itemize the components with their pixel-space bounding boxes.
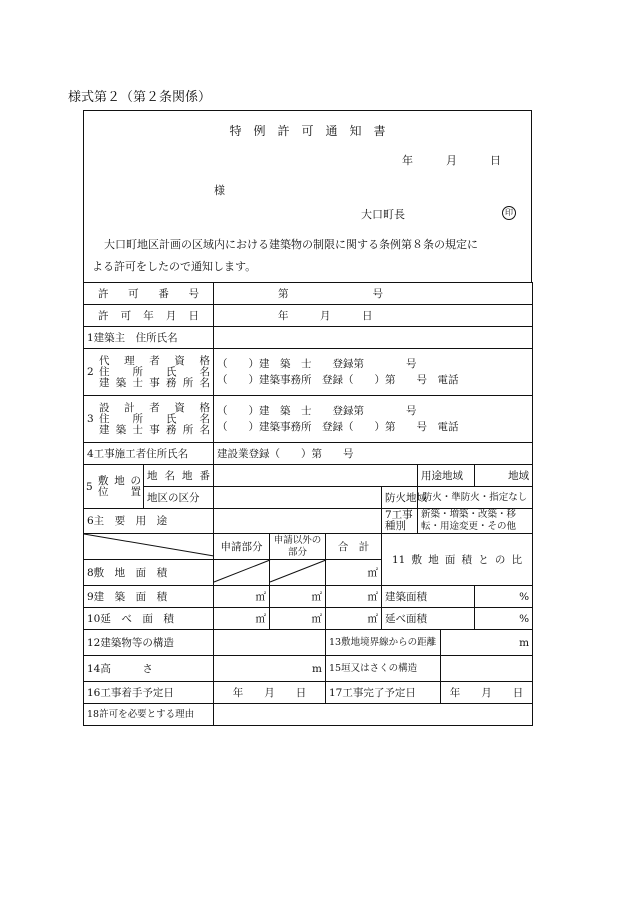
applied-part-header: 申請部分	[214, 534, 270, 560]
fence-label: 15垣又はさくの構造	[326, 656, 441, 682]
row-height	[84, 656, 533, 682]
site-area-label: 8敷 地 面 積	[84, 560, 214, 586]
permit-date-field[interactable]: 年 月 日	[214, 305, 533, 327]
total-header: 合 計	[326, 534, 382, 560]
main-use-field[interactable]	[214, 509, 382, 534]
permit-number-field[interactable]: 第 号	[214, 283, 533, 305]
notice-title: 特 例 許 可 通 知 書	[229, 124, 386, 138]
start-date-field[interactable]: 年 月 日	[214, 682, 326, 704]
floor-area-applied-unit[interactable]: ㎡	[214, 608, 270, 630]
lot-label: 地名地番	[144, 465, 214, 487]
start-date-label: 16工事着手予定日	[84, 682, 214, 704]
setback-field[interactable]: m	[441, 630, 533, 656]
row-owner	[84, 327, 533, 349]
contractor-label: 4工事施工者住所氏名	[84, 443, 214, 465]
end-date-field[interactable]: 年 月 日	[441, 682, 533, 704]
work-type-label: 7工事種別	[382, 509, 418, 534]
row-agent	[84, 349, 533, 396]
building-area-applied-unit[interactable]: ㎡	[214, 586, 270, 608]
row-dates	[84, 682, 533, 704]
row-contractor	[84, 443, 533, 465]
row-lot	[84, 465, 533, 487]
work-type-options[interactable]: 新築・増築・改築・移転・用途変更・その他	[418, 509, 533, 534]
structure-label: 12建築物等の構造	[84, 630, 214, 656]
fire-zone-label: 防火地域	[382, 487, 418, 509]
contractor-field[interactable]: 建設業登録（ ）第 号	[214, 443, 533, 465]
notice-body-line1: 大口町地区計画の区域内における建築物の制限に関する条例第８条の規定に	[104, 238, 478, 251]
form-number: 様式第２（第２条関係）	[68, 90, 212, 105]
notice-date: 年 月 日	[402, 154, 501, 167]
header-diagonal	[84, 534, 214, 556]
permit-number-label: 許 可 番 号	[84, 283, 214, 305]
row-main-use	[84, 509, 533, 534]
sender-label: 大口町長	[361, 208, 405, 221]
district-field[interactable]	[214, 487, 382, 509]
building-ratio-label: 建築面積	[382, 586, 475, 608]
end-date-label: 17工事完了予定日	[326, 682, 441, 704]
notice-body-line2: よる許可をしたので通知します。	[92, 260, 257, 273]
location-label: 5 敷地の 位 置	[86, 474, 141, 498]
row-permit-number	[84, 283, 533, 305]
building-area-total-unit[interactable]: ㎡	[326, 586, 382, 608]
row-district	[84, 487, 533, 509]
permit-date-label: 許 可 年 月 日	[84, 305, 214, 327]
reason-label: 18許可を必要とする理由	[84, 704, 214, 726]
floor-ratio-label: 延べ面積	[382, 608, 475, 630]
designer-label: 3 設 計 者 資 格 住 所 氏 名 建築士事務所名	[87, 401, 210, 436]
designer-office-line[interactable]: （ ）建築事務所 登録（ ）第 号 電話	[217, 421, 459, 433]
row-area-header	[84, 534, 533, 560]
seal-mark: 印	[502, 206, 516, 220]
owner-field[interactable]	[214, 327, 533, 349]
owner-label: 1建築主 住所氏名	[84, 327, 214, 349]
floor-ratio-field[interactable]: %	[475, 608, 533, 630]
row-floor-area	[84, 608, 533, 630]
building-area-label: 9建 築 面 積	[84, 586, 214, 608]
other-part-header: 申請以外の部分	[270, 534, 326, 560]
site-area-diagonal-1	[214, 560, 270, 582]
site-area-total-unit[interactable]: ㎡	[326, 560, 382, 586]
row-structure	[84, 630, 533, 656]
ratio-header: 11敷地面積との比	[382, 534, 533, 586]
agent-office-line[interactable]: （ ）建築事務所 登録（ ）第 号 電話	[217, 374, 459, 386]
main-use-label: 6主 要 用 途	[84, 509, 214, 534]
row-permit-date	[84, 305, 533, 327]
notice-box	[83, 110, 532, 283]
row-designer	[84, 396, 533, 443]
height-field[interactable]: m	[214, 656, 326, 682]
site-area-diagonal-2	[270, 560, 326, 582]
row-reason	[84, 704, 533, 726]
recipient-label: 様	[214, 184, 225, 197]
designer-architect-line[interactable]: （ ）建 築 士 登録第 号	[217, 405, 417, 417]
building-ratio-field[interactable]: %	[475, 586, 533, 608]
agent-architect-line[interactable]: （ ）建 築 士 登録第 号	[217, 358, 417, 370]
row-building-area	[84, 586, 533, 608]
use-zone-label: 用途地域	[418, 465, 475, 487]
reason-field[interactable]	[214, 704, 533, 726]
floor-area-other-unit[interactable]: ㎡	[270, 608, 326, 630]
agent-label: 2 代 理 者 資 格 住 所 氏 名 建築士事務所名	[87, 354, 210, 389]
use-zone-field[interactable]: 地域	[475, 465, 533, 487]
permit-form-table	[83, 282, 533, 726]
setback-label: 13敷地境界線からの距離	[326, 630, 441, 656]
height-label: 14高 さ	[84, 656, 214, 682]
district-label: 地区の区分	[144, 487, 214, 509]
fence-field[interactable]	[441, 656, 533, 682]
fire-zone-options[interactable]: 防火・準防火・指定なし	[418, 487, 533, 509]
lot-field[interactable]	[214, 465, 418, 487]
floor-area-total-unit[interactable]: ㎡	[326, 608, 382, 630]
floor-area-label: 10延 べ 面 積	[84, 608, 214, 630]
structure-field[interactable]	[214, 630, 326, 656]
building-area-other-unit[interactable]: ㎡	[270, 586, 326, 608]
